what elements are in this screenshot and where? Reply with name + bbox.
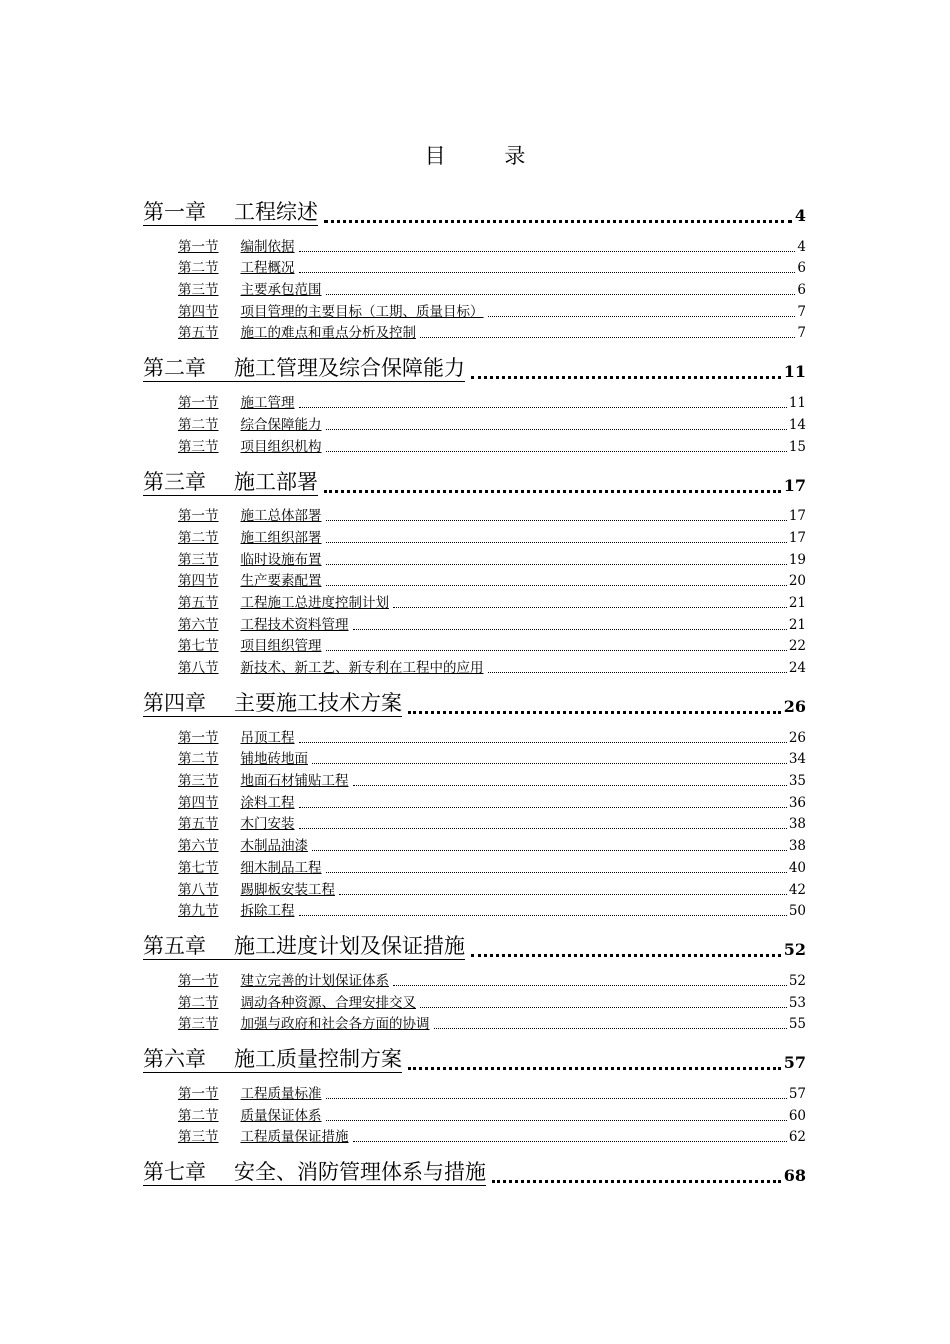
section-page-number: 6 — [797, 260, 806, 277]
section-number: 第八节 — [178, 881, 219, 898]
section-page-number: 38 — [788, 838, 806, 855]
toc-section-entry[interactable] — [178, 1103, 806, 1125]
dot-leader — [326, 1120, 787, 1121]
section-title: 踢脚板安装工程 — [240, 881, 335, 898]
chapter-number: 第六章 — [143, 1047, 206, 1072]
chapter-page-number: 4 — [794, 206, 806, 225]
section-number: 第三节 — [178, 438, 219, 455]
chapter-label — [143, 200, 318, 226]
section-label — [178, 417, 322, 434]
section-page-number: 17 — [788, 529, 806, 546]
section-page-number: 20 — [788, 573, 806, 590]
toc-section-entry[interactable] — [178, 990, 806, 1012]
section-page-number: 7 — [797, 303, 806, 320]
section-number: 第三节 — [178, 1016, 219, 1033]
section-label — [178, 1086, 322, 1103]
section-title: 质量保证体系 — [240, 1107, 322, 1124]
section-title: 编制依据 — [240, 238, 295, 255]
section-title: 地面石材铺贴工程 — [240, 773, 349, 790]
dot-leader — [420, 337, 795, 338]
section-title: 工程质量保证措施 — [240, 1129, 349, 1146]
section-list — [178, 504, 806, 678]
section-page-number: 24 — [788, 660, 806, 676]
section-label — [178, 660, 484, 677]
dot-leader — [326, 520, 787, 521]
chapter-label — [143, 934, 465, 960]
toc-section-entry[interactable] — [178, 504, 806, 526]
section-list — [178, 390, 806, 455]
section-number: 第二节 — [178, 751, 219, 768]
section-number: 第四节 — [178, 573, 219, 590]
chapter-number: 第三章 — [143, 469, 206, 494]
section-title: 拆除工程 — [240, 903, 295, 920]
section-label — [178, 508, 322, 525]
toc-chapter-entry[interactable] — [143, 681, 806, 717]
section-number: 第六节 — [178, 616, 219, 633]
toc-section-entry[interactable] — [178, 256, 806, 278]
section-page-number: 50 — [788, 903, 806, 920]
section-number: 第三节 — [178, 1129, 219, 1146]
section-title: 主要承包范围 — [240, 282, 322, 299]
dot-leader — [408, 1067, 781, 1070]
section-label — [178, 573, 322, 590]
toc-section-entry[interactable] — [178, 547, 806, 569]
section-list — [178, 725, 806, 920]
section-title: 施工的难点和重点分析及控制 — [240, 325, 416, 342]
section-page-number: 19 — [788, 551, 806, 568]
section-label — [178, 552, 322, 569]
toc-section-entry[interactable] — [178, 390, 806, 412]
section-number: 第九节 — [178, 903, 219, 920]
section-number: 第一节 — [178, 729, 219, 746]
section-title: 施工管理 — [240, 395, 295, 412]
chapter-page-number: 11 — [783, 362, 806, 382]
chapter-page-number: 68 — [783, 1166, 806, 1186]
section-label — [178, 773, 349, 790]
dot-leader — [326, 542, 787, 543]
dot-leader — [353, 629, 787, 630]
section-number: 第二节 — [178, 416, 219, 433]
section-title: 细木制品工程 — [240, 859, 322, 876]
section-label — [178, 795, 295, 812]
section-label — [178, 1108, 322, 1125]
section-number: 第五节 — [178, 816, 219, 833]
chapter-title: 施工管理及综合保障能力 — [234, 356, 465, 381]
section-label — [178, 304, 484, 321]
dot-leader — [488, 316, 796, 317]
toc-section-entry[interactable] — [178, 968, 806, 990]
toc-title: 目 录 — [424, 144, 552, 168]
dot-leader — [420, 1007, 787, 1008]
chapter-label — [143, 470, 318, 496]
section-page-number: 26 — [788, 729, 806, 746]
chapter-title: 施工质量控制方案 — [234, 1047, 402, 1072]
section-title: 工程质量标准 — [240, 1085, 322, 1102]
section-page-number: 62 — [788, 1129, 806, 1146]
section-number: 第二节 — [178, 1107, 219, 1124]
dot-leader — [299, 915, 787, 916]
section-label — [178, 282, 322, 299]
section-page-number: 15 — [788, 438, 806, 455]
dot-leader — [434, 1028, 787, 1029]
toc-chapter-entry[interactable] — [143, 1037, 806, 1073]
chapter-page-number: 17 — [783, 475, 806, 495]
dot-leader — [326, 429, 787, 430]
section-page-number: 34 — [788, 751, 806, 768]
table-of-contents — [143, 190, 806, 1194]
section-number: 第一节 — [178, 508, 219, 525]
toc-section-entry[interactable] — [178, 277, 806, 299]
section-label — [178, 751, 308, 768]
section-title: 施工组织部署 — [240, 529, 322, 546]
section-title: 新技术、新工艺、新专利在工程中的应用 — [240, 660, 484, 676]
section-title: 项目组织管理 — [240, 638, 322, 655]
chapter-number: 第七章 — [143, 1160, 206, 1185]
section-title: 工程技术资料管理 — [240, 616, 349, 633]
chapter-title: 施工进度计划及保证措施 — [234, 934, 465, 959]
section-label — [178, 860, 322, 877]
section-page-number: 55 — [788, 1016, 806, 1033]
toc-section-entry[interactable] — [178, 434, 806, 456]
section-label — [178, 903, 295, 920]
section-number: 第七节 — [178, 638, 219, 655]
section-page-number: 42 — [788, 881, 806, 898]
dot-leader — [299, 407, 787, 408]
toc-section-entry[interactable] — [178, 321, 806, 343]
section-label — [178, 882, 335, 899]
toc-section-entry[interactable] — [178, 1081, 806, 1103]
section-title: 项目管理的主要目标（工期、质量目标） — [240, 303, 484, 320]
dot-leader — [492, 1180, 781, 1183]
section-title: 加强与政府和社会各方面的协调 — [240, 1016, 430, 1033]
section-page-number: 53 — [788, 994, 806, 1011]
chapter-number: 第四章 — [143, 691, 206, 715]
toc-section-entry[interactable] — [178, 899, 806, 921]
section-title: 涂料工程 — [240, 794, 295, 811]
toc-section-entry[interactable] — [178, 747, 806, 769]
dot-leader — [326, 585, 787, 586]
dot-leader — [326, 1098, 787, 1099]
chapter-title: 主要施工技术方案 — [234, 691, 402, 715]
toc-section-entry[interactable] — [178, 634, 806, 656]
section-number: 第八节 — [178, 660, 219, 676]
section-page-number: 60 — [788, 1107, 806, 1124]
toc-section-entry[interactable] — [178, 299, 806, 321]
section-page-number: 38 — [788, 816, 806, 833]
section-title: 调动各种资源、合理安排交叉 — [240, 994, 416, 1011]
section-page-number: 22 — [788, 638, 806, 655]
toc-chapter-entry[interactable] — [143, 1150, 806, 1186]
section-number: 第五节 — [178, 594, 219, 611]
section-title: 吊顶工程 — [240, 729, 295, 746]
toc-section-entry[interactable] — [178, 833, 806, 855]
toc-section-entry[interactable] — [178, 1125, 806, 1147]
section-label — [178, 530, 322, 547]
chapter-number: 第五章 — [143, 934, 206, 959]
section-label — [178, 1016, 430, 1033]
section-number: 第一节 — [178, 1085, 219, 1102]
toc-chapter-entry[interactable] — [143, 460, 806, 496]
section-title: 木制品油漆 — [240, 838, 308, 855]
dot-leader — [299, 272, 796, 273]
toc-chapter-entry[interactable] — [143, 924, 806, 960]
section-page-number: 40 — [788, 859, 806, 876]
chapter-title: 安全、消防管理体系与措施 — [234, 1160, 486, 1185]
section-page-number: 6 — [797, 282, 806, 299]
section-number: 第一节 — [178, 395, 219, 412]
dot-leader — [324, 490, 781, 493]
chapter-number: 第二章 — [143, 356, 206, 381]
toc-section-entry[interactable] — [178, 569, 806, 591]
toc-section-entry[interactable] — [178, 877, 806, 899]
dot-leader — [408, 711, 781, 714]
section-number: 第四节 — [178, 303, 219, 320]
dot-leader — [324, 220, 792, 223]
toc-section-entry[interactable] — [178, 1012, 806, 1034]
toc-section-entry[interactable] — [178, 234, 806, 256]
chapter-label — [143, 1047, 402, 1073]
dot-leader — [299, 828, 787, 829]
toc-section-entry[interactable] — [178, 725, 806, 747]
dot-leader — [353, 785, 787, 786]
chapter-title: 施工部署 — [234, 469, 318, 494]
section-label — [178, 838, 308, 855]
section-number: 第一节 — [178, 972, 219, 989]
section-title: 建立完善的计划保证体系 — [240, 972, 389, 989]
dot-leader — [339, 894, 787, 895]
section-label — [178, 816, 295, 833]
section-page-number: 21 — [788, 616, 806, 633]
toc-section-entry[interactable] — [178, 790, 806, 812]
toc-section-entry[interactable] — [178, 855, 806, 877]
toc-chapter-entry[interactable] — [143, 346, 806, 382]
section-page-number: 52 — [788, 972, 806, 989]
dot-leader — [326, 294, 796, 295]
chapter-number: 第一章 — [143, 200, 206, 224]
section-number: 第二节 — [178, 994, 219, 1011]
chapter-label — [143, 691, 402, 717]
section-number: 第六节 — [178, 838, 219, 855]
section-page-number: 36 — [788, 794, 806, 811]
section-page-number: 21 — [788, 594, 806, 611]
section-page-number: 17 — [788, 508, 806, 525]
dot-leader — [326, 872, 787, 873]
section-label — [178, 595, 389, 612]
section-title: 工程施工总进度控制计划 — [240, 594, 389, 611]
chapter-page-number: 52 — [783, 940, 806, 960]
section-title: 临时设施布置 — [240, 551, 322, 568]
chapter-title: 工程综述 — [234, 200, 318, 224]
section-label — [178, 995, 416, 1012]
section-number: 第一节 — [178, 238, 219, 255]
section-number: 第二节 — [178, 529, 219, 546]
dot-leader — [326, 564, 787, 565]
toc-section-entry[interactable] — [178, 590, 806, 612]
dot-leader — [312, 763, 787, 764]
section-number: 第二节 — [178, 260, 219, 277]
section-page-number: 11 — [788, 395, 806, 412]
chapter-label — [143, 356, 465, 382]
section-title: 项目组织机构 — [240, 438, 322, 455]
dot-leader — [326, 650, 787, 651]
section-number: 第三节 — [178, 773, 219, 790]
section-page-number: 14 — [788, 416, 806, 433]
toc-section-entry[interactable] — [178, 655, 806, 677]
section-list — [178, 234, 806, 342]
section-list — [178, 1081, 806, 1146]
dot-leader — [312, 850, 787, 851]
chapter-label — [143, 1160, 486, 1186]
dot-leader — [488, 672, 787, 673]
section-label — [178, 260, 295, 277]
section-page-number: 7 — [797, 325, 806, 342]
section-title: 综合保障能力 — [240, 416, 322, 433]
dot-leader — [299, 742, 787, 743]
section-page-number: 4 — [797, 238, 806, 255]
chapter-page-number: 57 — [783, 1053, 806, 1073]
section-list — [178, 968, 806, 1033]
toc-section-entry[interactable] — [178, 812, 806, 834]
section-title: 木门安装 — [240, 816, 295, 833]
section-page-number: 57 — [788, 1085, 806, 1102]
section-number: 第三节 — [178, 551, 219, 568]
section-number: 第七节 — [178, 859, 219, 876]
section-label — [178, 638, 322, 655]
dot-leader — [326, 451, 787, 452]
section-label — [178, 239, 295, 256]
dot-leader — [299, 251, 796, 252]
section-label — [178, 1129, 349, 1146]
section-title: 工程概况 — [240, 260, 295, 277]
dot-leader — [353, 1141, 787, 1142]
dot-leader — [471, 376, 781, 379]
toc-chapter-entry[interactable] — [143, 190, 806, 226]
section-number: 第四节 — [178, 794, 219, 811]
section-label — [178, 325, 416, 342]
section-title: 施工总体部署 — [240, 508, 322, 525]
toc-section-entry[interactable] — [178, 525, 806, 547]
section-title: 生产要素配置 — [240, 573, 322, 590]
section-label — [178, 617, 349, 634]
toc-section-entry[interactable] — [178, 412, 806, 434]
section-label — [178, 395, 295, 412]
section-label — [178, 730, 295, 747]
section-label — [178, 439, 322, 456]
dot-leader — [393, 985, 787, 986]
dot-leader — [393, 607, 787, 608]
section-label — [178, 973, 389, 990]
section-title: 铺地砖地面 — [240, 751, 308, 768]
toc-section-entry[interactable] — [178, 768, 806, 790]
toc-section-entry[interactable] — [178, 612, 806, 634]
section-number: 第五节 — [178, 325, 219, 342]
dot-leader — [471, 954, 781, 957]
section-page-number: 35 — [788, 773, 806, 790]
section-number: 第三节 — [178, 282, 219, 299]
dot-leader — [299, 807, 787, 808]
chapter-page-number: 26 — [783, 697, 806, 716]
